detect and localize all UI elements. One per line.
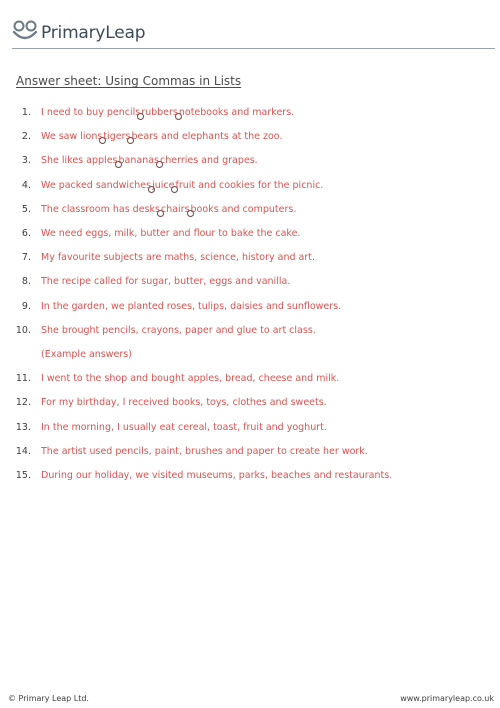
answer-text (41, 325, 316, 336)
item-number: 15. (15, 470, 31, 481)
list-item (0, 274, 500, 290)
answer-segment: My favourite subjects are maths, science, history and art. (41, 252, 316, 264)
item-number: 4. (21, 179, 31, 191)
list-item (0, 105, 500, 121)
answer-segment: We packed sandwiches (41, 179, 152, 191)
item-number: 7. (21, 252, 31, 264)
comma-circle-icon (127, 137, 134, 144)
list-item (0, 299, 500, 315)
answer-segment: tigers (103, 131, 131, 143)
answer-segment: bears and elephants at the zoo. (131, 131, 283, 143)
answer-segment: We saw lions (41, 131, 103, 143)
answer-segment: bananas (118, 155, 159, 167)
answer-segment: The classroom has desks (41, 203, 160, 215)
list-item (0, 202, 500, 218)
item-number: 9. (21, 300, 31, 312)
answer-text: I went to the shop and bought apples, bread, cheese and milk. (41, 373, 340, 385)
frog-icon (12, 20, 38, 44)
answer-segment: The recipe called for sugar, butter, eggs and vanilla. (41, 276, 291, 288)
page-title: Answer sheet: Using Commas in Lists (16, 74, 242, 88)
item-number: 1. (21, 107, 31, 118)
answer-segment: fruit and cookies for the picnic. (175, 179, 324, 191)
answer-text: During our holiday, we visited museums, parks, beaches and restaurants. (41, 470, 393, 481)
brand-name: PrimaryLeap (41, 23, 146, 43)
answer-segment: juice (152, 179, 175, 191)
answer-segment: She likes apples (41, 155, 118, 167)
list-item (0, 444, 500, 460)
item-number: 12. (15, 397, 31, 409)
item-number: 13. (15, 421, 31, 433)
item-number: 5. (21, 203, 31, 215)
answer-segment: rubbers (141, 107, 178, 118)
list-item (0, 153, 500, 169)
footer-copyright: © Primary Leap Ltd. (8, 694, 89, 703)
comma-circle-icon (156, 161, 163, 168)
header (12, 18, 488, 48)
list-item (0, 420, 500, 436)
item-number: 3. (21, 155, 31, 167)
comma-circle-icon (171, 186, 178, 193)
comma-circle-icon (137, 113, 144, 120)
list-item (0, 129, 500, 145)
comma-circle-icon (148, 186, 155, 193)
list-item (0, 250, 500, 266)
answer-text (41, 301, 341, 312)
list-item (0, 323, 500, 339)
answer-text: The artist used pencils, paint, brushes and paper to create her work. (41, 445, 368, 457)
answer-segment: books and computers. (190, 203, 297, 215)
answer-text (41, 228, 300, 239)
list-item (0, 395, 500, 411)
answer-segment: I need to buy pencils (41, 107, 141, 118)
list-item (0, 226, 500, 242)
answer-segment: In the garden, we planted roses, tulips, daisies and sunflowers. (41, 300, 342, 312)
answer-segment: We need eggs, milk, butter and flour to bake the cake. (41, 228, 301, 239)
answer-text (41, 180, 323, 191)
comma-circle-icon (99, 137, 106, 144)
comma-circle-icon (157, 210, 164, 217)
answer-text (41, 276, 290, 287)
answer-segment: chairs (160, 203, 190, 215)
answer-segment: cherries and grapes. (160, 155, 258, 167)
answer-text (41, 204, 296, 215)
list-item (0, 468, 500, 484)
header-divider (12, 48, 495, 49)
answer-segment: notebooks and markers. (178, 107, 295, 118)
answer-text (41, 131, 282, 142)
comma-circle-icon (175, 113, 182, 120)
answer-text (41, 155, 258, 166)
item-number: 14. (15, 445, 31, 457)
list-item (0, 371, 500, 387)
list-item (0, 178, 500, 194)
comma-circle-icon (115, 161, 122, 168)
item-number: 10. (15, 324, 31, 336)
item-number: 8. (21, 276, 31, 288)
answer-text: For my birthday, I received books, toys, clothes and sweets. (41, 397, 327, 409)
item-number: 6. (21, 228, 31, 239)
item-number: 2. (21, 131, 31, 143)
answer-text (41, 252, 315, 263)
item-number: 11. (15, 373, 31, 385)
answer-text: In the morning, I usually eat cereal, toast, fruit and yoghurt. (41, 421, 327, 433)
answer-text (41, 107, 294, 118)
comma-circle-icon (187, 210, 194, 217)
list-item (0, 347, 500, 363)
answer-segment: She brought pencils, crayons, paper and glue to art class. (41, 324, 316, 336)
footer-website: www.primaryleap.co.uk (400, 694, 494, 703)
example-answers-note: (Example answers) (41, 349, 132, 360)
